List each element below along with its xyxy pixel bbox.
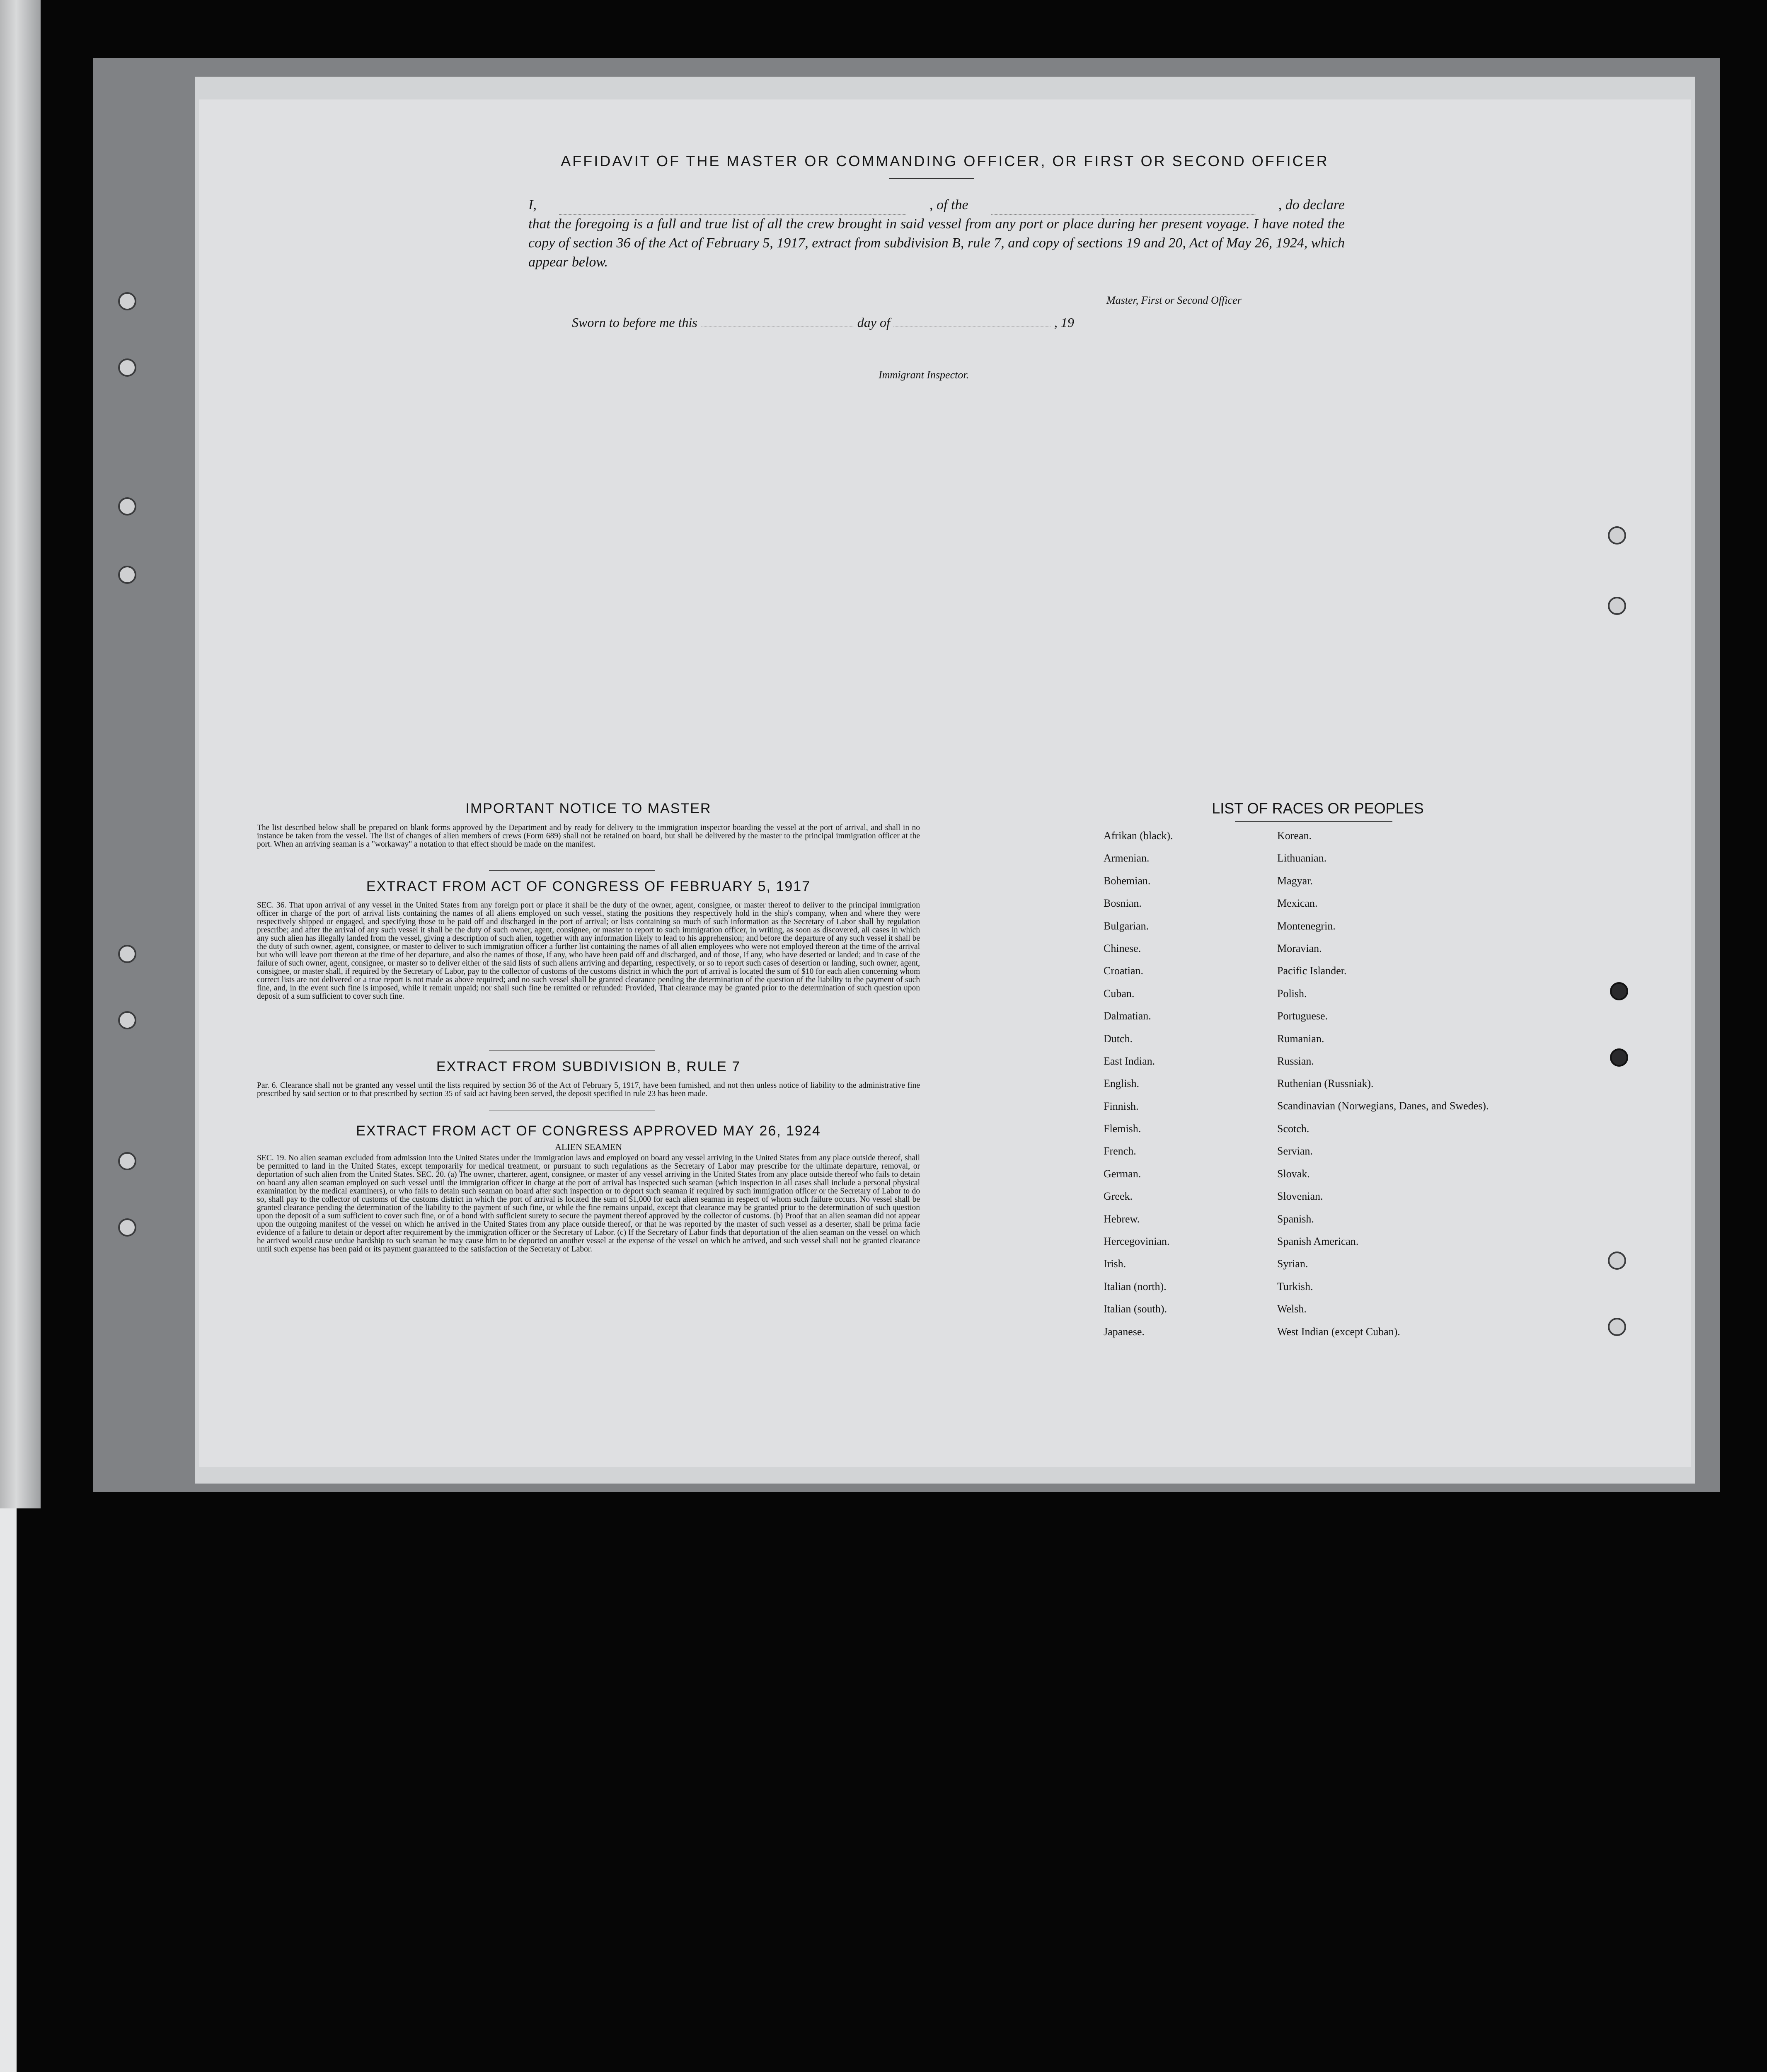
- sworn-label: Sworn to before me this: [572, 315, 697, 330]
- race-item: Servian.: [1277, 1145, 1313, 1157]
- affidavit-body: that the foregoing is a full and true list of all the crew brought in said vessel from any port or place during her present voyage. I have noted the copy of section 36 of the Act of February 5, 1917, extract from subdivision B, rule 7, and copy of sections 19 and 20, Act of May 26, 1924, which appear below.: [528, 216, 1345, 270]
- race-item: Bosnian.: [1104, 897, 1142, 910]
- punch-hole: [118, 1011, 136, 1029]
- race-item: Flemish.: [1104, 1123, 1141, 1135]
- race-item: Turkish.: [1277, 1280, 1313, 1293]
- races-column-2: [1277, 830, 1489, 1348]
- race-item: Slovak.: [1277, 1167, 1310, 1180]
- extract-1924-subtitle: ALIEN SEAMEN: [555, 1142, 622, 1152]
- race-item: Italian (north).: [1104, 1280, 1167, 1293]
- affidavit-do-declare: , do declare: [1278, 197, 1345, 213]
- race-item: Bohemian.: [1104, 874, 1151, 887]
- punch-hole: [118, 1218, 136, 1237]
- extract-1924-text: SEC. 19. No alien seaman excluded from admission into the United States under the immigration laws and employed on board any vessel arriving in the United States from any place outside thereof, shall be permitted to land in the United States, except temporarily for medical treatment, or pursuant to such regulations as the Secretary of Labor may prescribe for the ultimate departure, removal, or deportation of such alien from the United States. SEC. 20. (a) The owner, charterer, agent, consignee, or master of any vessel arriving in the United States from any place outside thereof who fails to detain on board any alien seaman employed on such vessel until the immigration officer in charge at the port of arrival has inspected such seaman (which inspection in all cases shall include a personal physical examination by the medical examiners), or who fails to detain such seaman on board after such inspection or to deport such seaman if required by such immigration officer or the Secretary of Labor to do so, shall pay to the collector of customs of the customs district in which the port of arrival is located the sum of $1,000 for each alien seaman in respect of whom such failure occurs. No vessel shall be granted clearance pending the determination of the liability to the payment of such fine, or while the fine remains unpaid, except that clearance may be granted prior to the determination of such question upon the deposit of a sum sufficient to cover such fine, or of a bond with sufficient surety to secure the payment thereof approved by the collector of customs. (b) Proof that an alien seaman did not appear upon the outgoing manifest of the vessel on which he arrived in the United States from any place outside thereof, or that he was reported by the master of such vessel as a deserter, shall be prima facie evidence of a failure to detain or deport after requirement by the immigration officer or the Secretary of Labor. (c) If the Secretary of Labor finds that deportation of the alien seaman on the vessel on which he arrived would cause undue hardship to such seaman he may cause him to be deported on another vessel at the expense of the vessel on which he arrived, and such vessel shall not be granted clearance until such expense has been paid or its payment guaranteed to the satisfaction of the Secretary of Labor.: [257, 1154, 920, 1254]
- punch-hole: [118, 566, 136, 584]
- race-item: Croatian.: [1104, 965, 1144, 977]
- extract-rule7-text: Par. 6. Clearance shall not be granted any vessel until the lists required by section 36 of the Act of February 5, 1917, have been furnished, and not then unless notice of liability to the administrative fine prescribed by said section or to that prescribed by section 35 of said act having been served, the deposit specified in rule 23 has been made.: [257, 1081, 920, 1098]
- race-item: East Indian.: [1104, 1055, 1155, 1067]
- extract-1917-text: SEC. 36. That upon arrival of any vessel in the United States from any foreign port or place it shall be the duty of the owner, agent, consignee, or master thereof to deliver to the principal immigration officer in charge of the port of arrival lists containing the names of all aliens employed on such vessel, stating the positions they respectively hold in the ship's company, when and where they were respectively shipped or engaged, and specifying those to be paid off and discharged in the port of arrival; or lists containing so much of such information as the Secretary of Labor shall by regulation prescribe; and after the arrival of any such vessel it shall be the duty of such owner, agent, consignee, or master to report to such immigration officer, in writing, as soon as discovered, all cases in which any such alien has illegally landed from the vessel, giving a description of such alien, together with any information likely to lead to his apprehension; and before the departure of any such vessel it shall be the duty of such owner, agent, consignee, or master to deliver to such immigration officer a further list containing the names of all alien employees who were not employed thereon at the time of the arrival but who will leave port thereon at the time of her departure, and also the names of those, if any, who have been paid off and discharged, and of those, if any, who have deserted or landed; and in case of the failure of such owner, agent, consignee, or master so to deliver either of the said lists of such aliens arriving and departing, respectively, or so to report such cases of desertion or landing, such owner, agent, consignee, or master shall, if required by the Secretary of Labor, pay to the collector of customs of the customs district in which the port of arrival is located the sum of $10 for each alien concerning whom correct lists are not delivered or a true report is not made as above required; and no such vessel shall be granted clearance pending the determination of the question of the liability to the payment of such fine, and, in the event such fine is imposed, while it remain unpaid; nor shall such fine be remitted or refunded: Provided, That clearance may be granted prior to the determination of such question upon deposit of a sum sufficient to cover such fine.: [257, 901, 920, 1001]
- race-item: Welsh.: [1277, 1303, 1307, 1315]
- races-title: LIST OF RACES OR PEOPLES: [1212, 800, 1424, 817]
- punch-hole: [1608, 1251, 1626, 1270]
- extract-1924-title: EXTRACT FROM ACT OF CONGRESS APPROVED MAY 26, 1924: [356, 1123, 821, 1139]
- title-rule: [889, 178, 974, 179]
- notice-title: IMPORTANT NOTICE TO MASTER: [465, 801, 712, 816]
- races-title-rule: [1235, 821, 1392, 822]
- extract-rule7-title: EXTRACT FROM SUBDIVISION B, RULE 7: [436, 1059, 741, 1075]
- race-item: Scotch.: [1277, 1123, 1310, 1135]
- punch-hole: [1608, 597, 1626, 615]
- race-item: Mexican.: [1277, 897, 1318, 910]
- section-rule: [489, 870, 655, 871]
- race-item: Armenian.: [1104, 852, 1150, 864]
- race-item: Chinese.: [1104, 942, 1141, 954]
- race-item: Italian (south).: [1104, 1303, 1167, 1315]
- notice-text: The list described below shall be prepared on blank forms approved by the Department and by ready for delivery to the immigration inspector boarding the vessel at the port of arrival, and shall in no instance be taken from the vessel. The list of changes of alien members of crews (Form 689) shall not be retained on board, but shall be delivered by the master to the principal immigration officer at the port. When an arriving seaman is a "workaway" a notation to that effect should be made on the manifest.: [257, 823, 920, 849]
- affidavit-of-the: , of the: [929, 197, 968, 213]
- race-item: Dutch.: [1104, 1032, 1133, 1045]
- punch-hole: [1608, 1318, 1626, 1336]
- punch-hole: [118, 945, 136, 963]
- race-item: German.: [1104, 1167, 1141, 1180]
- race-item: English.: [1104, 1077, 1139, 1090]
- race-item: Hercegovinian.: [1104, 1235, 1170, 1248]
- race-item: Japanese.: [1104, 1325, 1145, 1338]
- race-item: Polish.: [1277, 987, 1307, 1000]
- race-item: Slovenian.: [1277, 1190, 1323, 1203]
- race-item: Greek.: [1104, 1190, 1133, 1203]
- affidavit-statement: [528, 196, 1345, 272]
- race-item: Cuban.: [1104, 987, 1135, 1000]
- name-blank: [559, 196, 907, 215]
- punch-hole: [1608, 526, 1626, 545]
- race-item: Portuguese.: [1277, 1010, 1328, 1022]
- race-item: Bulgarian.: [1104, 920, 1149, 932]
- race-item: Dalmatian.: [1104, 1010, 1151, 1022]
- inspector-caption: Immigrant Inspector.: [879, 369, 969, 381]
- race-item: Syrian.: [1277, 1258, 1308, 1270]
- punch-hole: [118, 497, 136, 516]
- race-item: Spanish.: [1277, 1213, 1314, 1225]
- race-item: Irish.: [1104, 1258, 1126, 1270]
- extract-1917-title: EXTRACT FROM ACT OF CONGRESS OF FEBRUARY 5, 1917: [366, 879, 811, 894]
- race-item: Hebrew.: [1104, 1213, 1140, 1225]
- race-item: Spanish American.: [1277, 1235, 1359, 1248]
- binder-strip-edge: [0, 1508, 17, 2072]
- punch-hole: [118, 1152, 136, 1170]
- race-item: Pacific Islander.: [1277, 965, 1347, 977]
- race-item: Montenegrin.: [1277, 920, 1336, 932]
- race-item: Scandinavian (Norwegians, Danes, and Swedes).: [1277, 1099, 1489, 1112]
- sworn-line: [572, 315, 1074, 330]
- year-label: , 19: [1054, 315, 1074, 330]
- affidavit-title: AFFIDAVIT OF THE MASTER OR COMMANDING OFFICER, OR FIRST OR SECOND OFFICER: [561, 152, 1329, 169]
- race-item: Rumanian.: [1277, 1032, 1324, 1045]
- race-item: Russian.: [1277, 1055, 1314, 1067]
- punch-hole: [118, 358, 136, 377]
- punch-hole: [1610, 1048, 1628, 1067]
- signature-caption: Master, First or Second Officer: [1106, 294, 1242, 306]
- race-item: Lithuanian.: [1277, 852, 1327, 864]
- vessel-blank: [991, 196, 1256, 215]
- punch-hole: [118, 292, 136, 310]
- race-item: Finnish.: [1104, 1100, 1139, 1112]
- binder-strip: [0, 0, 41, 1508]
- punch-hole: [1610, 982, 1628, 1000]
- day-of-label: day of: [857, 315, 890, 330]
- race-item: Afrikan (black).: [1104, 830, 1173, 842]
- race-item: Korean.: [1277, 830, 1312, 842]
- race-item: French.: [1104, 1145, 1136, 1157]
- affidavit-i: I,: [528, 197, 537, 213]
- race-item: West Indian (except Cuban).: [1277, 1325, 1400, 1338]
- manifest-page: [199, 99, 1691, 1467]
- races-column-1: [1104, 830, 1173, 1348]
- race-item: Magyar.: [1277, 874, 1313, 887]
- race-item: Ruthenian (Russniak).: [1277, 1077, 1374, 1090]
- race-item: Moravian.: [1277, 942, 1322, 954]
